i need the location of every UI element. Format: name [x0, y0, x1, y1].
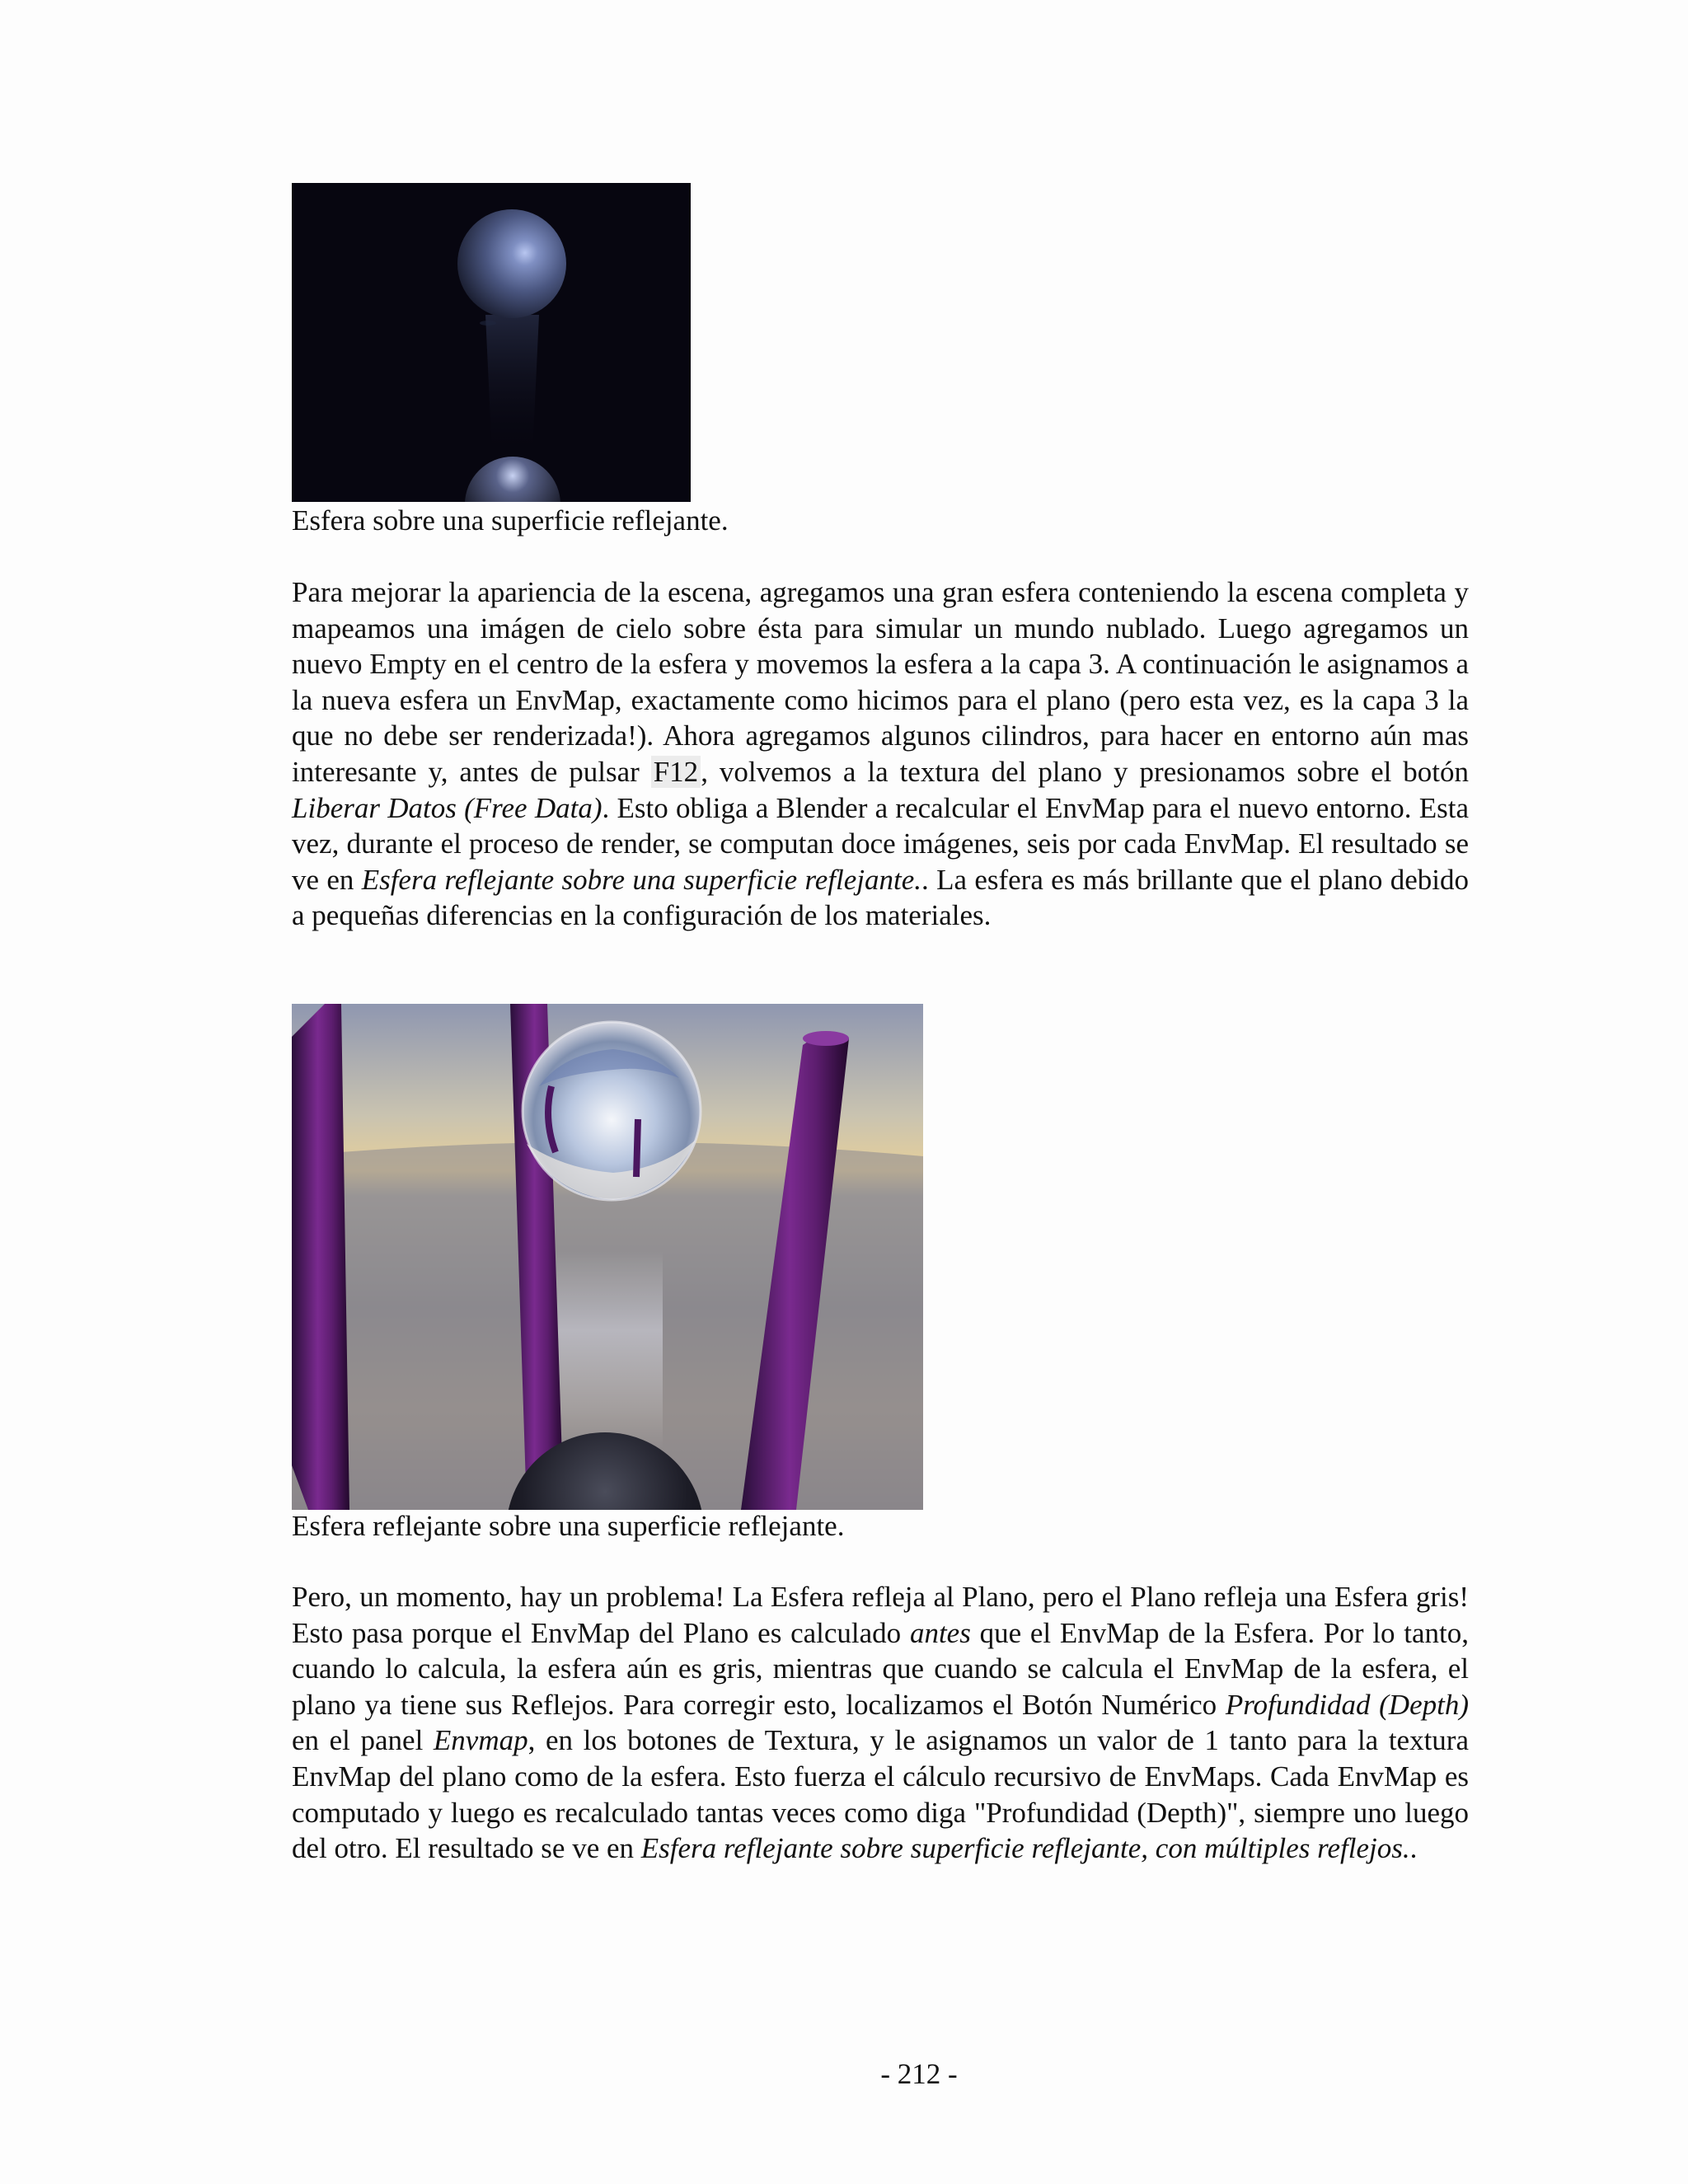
sphere-render-image: [292, 183, 691, 502]
figure-reference: Esfera reflejante sobre una superficie reflejante.: [361, 863, 922, 896]
paragraph-text: en el panel: [292, 1724, 434, 1757]
ui-control-reference: Profundidad (Depth): [1225, 1688, 1469, 1721]
paragraph-text: . La esfera es más brillante que el plano debido a pequeñas diferencias en la configuración de los materiales.: [292, 863, 1469, 932]
figure-caption-1: Esfera sobre una superficie reflejante.: [292, 504, 729, 537]
body-paragraph-1: [292, 574, 1469, 934]
body-paragraph-2: [292, 1579, 1469, 1867]
emphasis-text: antes: [909, 1616, 971, 1649]
figure-reference: Esfera reflejante sobre superficie reflejante, con múltiples reflejos.: [640, 1832, 1410, 1865]
ui-button-reference: Liberar Datos (Free Data): [292, 791, 603, 824]
paragraph-text: Para mejorar la apariencia de la escena, agregamos una gran esfera conteniendo la escena completa y mapeamos una imágen de cielo sobre ésta para simular un mundo nublado. Luego agregamos un nuevo Empty en el centro de la esfera y movemos la esfera a la capa 3. A continuación le asignamos a la nueva esfera un EnvMap, exactamente como hicimos para el plano (pero esta vez, es la capa 3 la que no debe ser renderizada!). Ahora agregamos algunos cilindros, para hacer en entorno aún mas interesante y, antes de pulsar: [292, 576, 1469, 788]
paragraph-text: .: [1409, 1832, 1418, 1865]
paragraph-text: . Esto obliga a Blender a recalcular el EnvMap para el nuevo entorno. Esta vez, durante el proceso de render, se computan doce imágenes, seis por cada EnvMap. El resultado se ve en: [292, 791, 1469, 896]
page-number: - 212 -: [880, 2058, 958, 2090]
paragraph-text: que el EnvMap de la Esfera. Por lo tanto, cuando lo calcula, la esfera aún es gris, mientras que cuando se calcula el EnvMap de la esfera, el plano ya tiene sus Reflejos. Para corregir esto, localizamos el Botón Numérico: [292, 1616, 1469, 1721]
key-reference: F12: [651, 756, 701, 788]
paragraph-text: , volvemos a la textura del plano y presionamos sobre el botón: [701, 755, 1469, 788]
paragraph-text: , en los botones de Textura, y le asignamos un valor de 1 tanto para la textura EnvMap del plano como de la esfera. Esto fuerza el cálculo recursivo de EnvMaps. Cada EnvMap es computado y luego es recalculado tantas veces como diga "Profundidad (Depth)", siempre uno luego del otro. El resultado se ve en: [292, 1724, 1469, 1865]
reflective-sphere-render-image: [292, 1004, 923, 1510]
ui-panel-reference: Envmap: [433, 1724, 528, 1757]
figure-caption-2: Esfera reflejante sobre una superficie reflejante.: [292, 1510, 845, 1542]
paragraph-text: Pero, un momento, hay un problema! La Esfera refleja al Plano, pero el Plano refleja una Esfera gris! Esto pasa porque el EnvMap del Plano es calculado: [292, 1581, 1469, 1649]
